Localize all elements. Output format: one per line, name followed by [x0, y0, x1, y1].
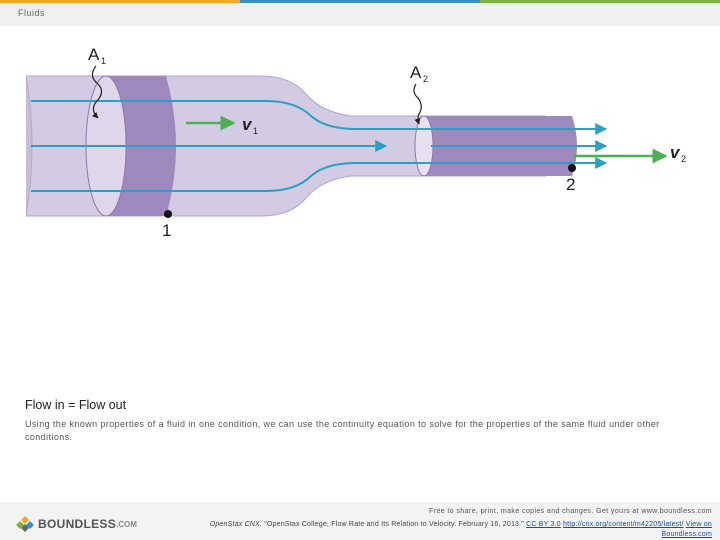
boundless-logo[interactable] [16, 516, 137, 532]
slide-title: Fluids [18, 8, 46, 18]
footer [0, 502, 720, 540]
label-point-1: 1 [162, 221, 172, 240]
slide-header [0, 3, 720, 26]
continuity-figure [26, 36, 696, 251]
label-v1-sub: 1 [253, 126, 259, 136]
label-a1-sub: 1 [101, 56, 107, 66]
label-v2: v [670, 143, 680, 162]
free-to-share-text: Free to share, print, make copies and changes. Get yours at www.boundless.com [429, 508, 712, 515]
license-link[interactable]: CC BY 3.0 [526, 521, 561, 528]
attribution [170, 520, 712, 540]
boundless-logo-icon [16, 516, 34, 532]
label-a1: A [88, 45, 100, 64]
label-v2-sub: 2 [681, 154, 687, 164]
narrow-section-ellipse [415, 116, 433, 176]
attribution-text: "OpenStax College, Flow Rate and Its Relation to Velocity. February 16, 2013." [262, 521, 527, 528]
attribution-source: OpenStax CNX. [209, 521, 263, 528]
label-v1: v [242, 115, 252, 134]
logo-suffix: .COM [116, 519, 137, 529]
point-marker-1 [164, 210, 172, 218]
label-a2-sub: 2 [423, 74, 429, 84]
caption-text: Using the known properties of a fluid in one condition, we can use the continuity equation to solve for the properties of the same fluid under other conditions. [25, 419, 660, 442]
caption-title: Flow in = Flow out [25, 398, 127, 412]
point-marker-2 [568, 164, 576, 172]
logo-text: BOUNDLESS [38, 517, 117, 531]
view-on-boundless-link[interactable]: View on Boundless.com [661, 521, 712, 538]
source-url-link[interactable]: http://cnx.org/content/m42205/latest/ [563, 521, 684, 528]
label-point-2: 2 [566, 175, 576, 194]
label-a2: A [410, 63, 422, 82]
